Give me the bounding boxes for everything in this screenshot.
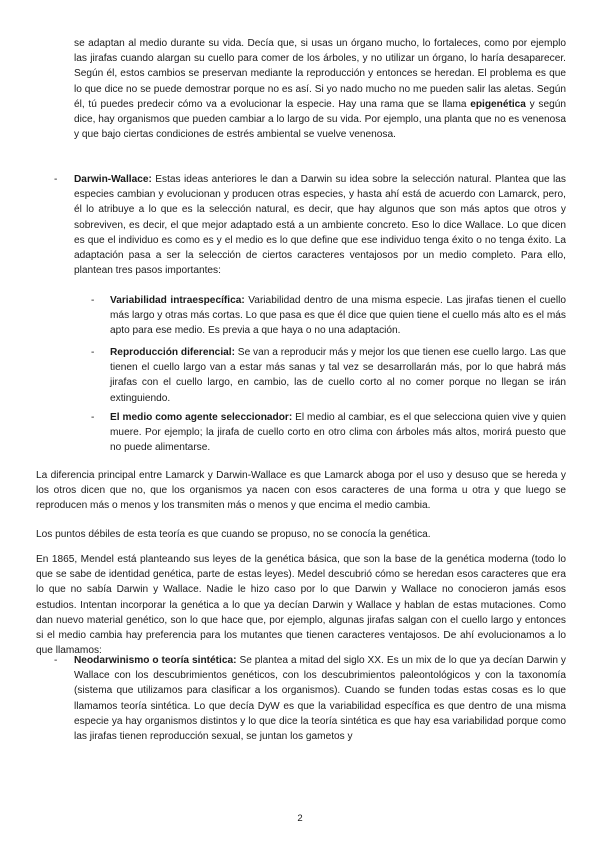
step-text: Se van a reproducir más y mejor los que tienen ese cuello largo. Las que tienen el cuello largo van a estar más sanas y tal vez se desarrollarán más, por lo que habrá más jirafas con el cuello largo, en cambio, las de cuello corto al no comer porque no llegan se irán extinguiendo. [110,347,566,404]
sub-bullet-dash: - [91,412,95,423]
step-heading: El medio como agente seleccionador: [110,412,293,423]
bold-term-epigenetica: epigenética [470,98,526,110]
neodarwinismo-text: Se plantea a mitad del siglo XX. Es un mix de lo que ya decían Darwin y Wallace con los descubrimientos genéticos, con los descubrimientos paleontológicos y con la taxonomía (sistema que utilizamos para clasificar a los organismos). Cuando se funden todas estas cosas es lo que llamamos teoría sintética. Lo que decía DyW es que la variabilidad específica es que dentro de una misma especie ya hay organismos distintos y lo que dice la teoría sintética es que hay esa variabilidad porque como las jirafas tienen reproducción sexual, se juntan los gametos y [74,655,566,743]
bullet-dash: - [54,174,58,185]
sub-bullet-dash: - [91,347,95,358]
step-text: Variabilidad dentro de una misma especie. Las jirafas tienen el cuello más largo y otras más cortas. Lo que pasa es que él dice que quien tiene el cuello más alto es el más apto para ese medio. Es previa a que haya o no una adaptación. [110,295,566,337]
paragraph-text: se adaptan al medio durante su vida. Decía que, si usas un órgano mucho, lo fortaleces, como por ejemplo las jirafas cuando alargan su cuello para comer de los árboles, y no utilizar un órgano, lo haría desaparecer. Según él, estos cambios se preservan mediante la reproducción y entonces se heredan. El problema es que lo que dice no se puede demostrar porque no es así. Si yo nado mucho no me pueden salir las aletas. Según él, tú puedes predecir cómo va a evolucionar la especie. Hay una rama que se llama [74,38,566,110]
step-reproduccion [110,345,566,406]
lamarck-continuation-paragraph [74,36,566,142]
page-number: 2 [297,813,303,824]
bullet-dash: - [54,655,58,666]
mendel-paragraph: En 1865, Mendel está planteando sus leyes de la genética básica, que son la base de la genética moderna (todo lo que se sabe de identidad genética, parte de estas leyes). Medel descubrió cómo se heredan esos caracteres que era lo que no sabía Darwin y Wallace. Nadie le hizo caso por lo que Darwin y Wallace no conocieron jamás esos estudios. Intentan incorporar la genética a lo que ya decían Darwin y Wallace y hablan de estas mutaciones. Como dan nuevo material genético, son lo que hace que, por ejemplo, algunas jirafas salgan con el cuello largo y entonces si el medio cambia hay preferencia para los mutantes que tienen caracteres ventajosos. De ahí evolucionamos a lo que llamamos: [36,554,566,657]
darwin-wallace-heading: Darwin-Wallace: [74,174,152,185]
step-variabilidad [110,293,566,339]
neodarwinismo-heading: Neodarwinismo o teoría sintética: [74,655,237,666]
difference-paragraph: La diferencia principal entre Lamarck y Darwin-Wallace es que Lamarck aboga por el uso y desuso que se hereda y los otros dicen que no, que los organismos ya nacen con esos caracteres de una forma u otra y que luego se reproducen más o menos y los transmiten más o menos y que encima el medio cambia. [36,470,566,512]
weak-points-paragraph: Los puntos débiles de esta teoría es que cuando se propuso, no se conocía la genética. [36,529,431,540]
sub-bullet-dash: - [91,295,95,306]
step-text: El medio al cambiar, es el que selecciona quien vive y quien muere. Por ejemplo; la jirafa de cuello corto en otro clima con árboles más altos, morirá puesto que no puede alimentarse. [110,412,566,454]
darwin-wallace-text: Estas ideas anteriores le dan a Darwin su idea sobre la selección natural. Plantea que las especies cambian y evolucionan y producen otras especies, y hasta ahí está de acuerdo con Lamarck, pero, él lo atribuye a lo que es la selección natural, es decir, que hay algunos que son más aptos que otros y sobreviven, es decir, el que mejor adaptado está a un ambiente concreto. Eso lo dice Wallace. Lo que dicen es que el individuo es como es y el medio es lo que define que ese individuo tenga éxito o no tenga éxito. La adaptación pasa a ser la selección de ciertos caracteres ventajosos por un medio completo. Para ello, plantean tres pasos importantes: [74,174,566,277]
step-heading: Variabilidad intraespecífica: [110,295,245,306]
darwin-wallace-paragraph [74,172,566,278]
paragraph-text-end: y según dice, hay organismos que pueden cambiar a lo largo de su vida. Por ejemplo, una planta que no es venenosa y que bajo ciertas condiciones de estrés ambiental se vuelve venenosa. [74,98,566,141]
step-heading: Reproducción diferencial: [110,347,235,358]
step-medio [110,410,566,456]
neodarwinismo-paragraph [74,653,566,744]
